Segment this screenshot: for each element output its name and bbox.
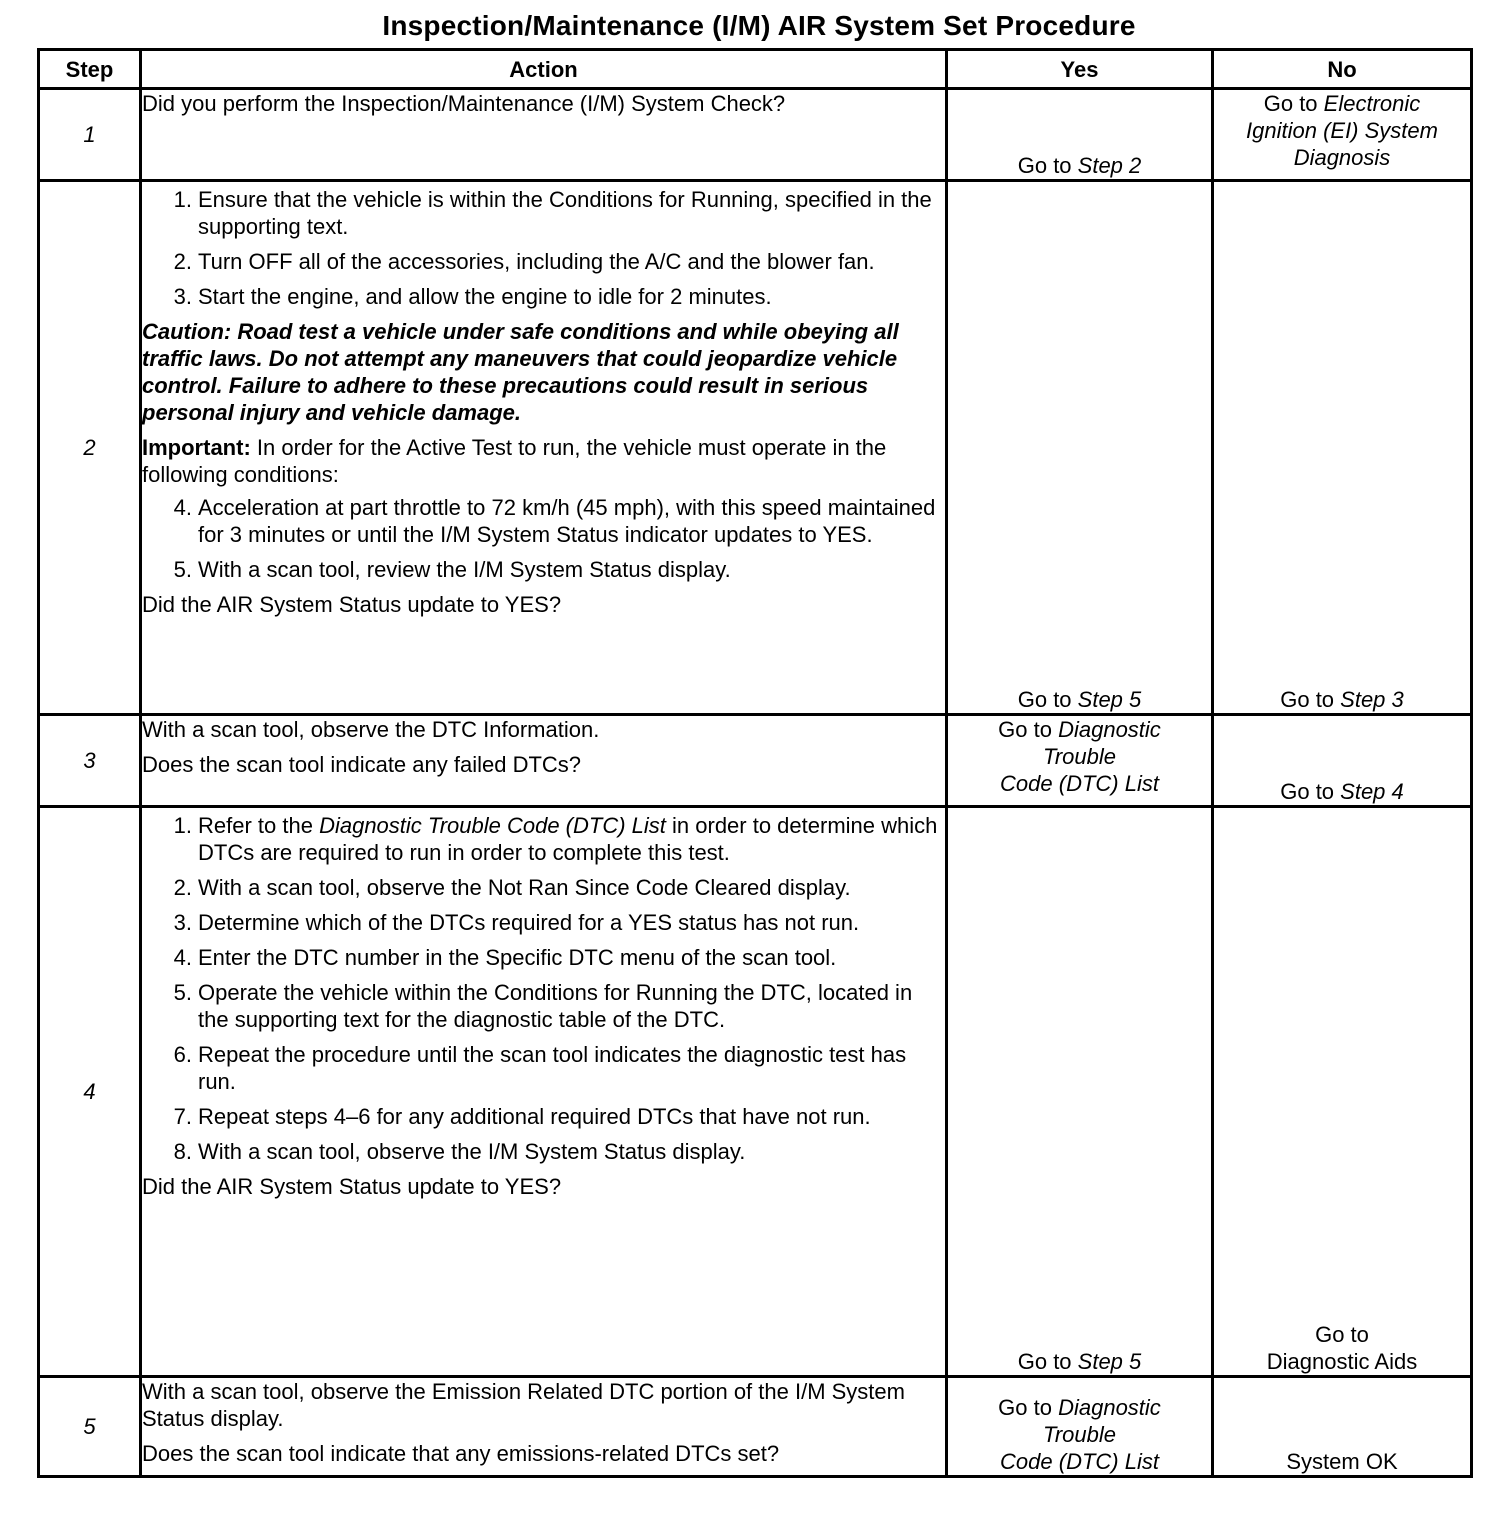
no-cell[interactable] [1213, 807, 1472, 1377]
table-row-step-1 [39, 89, 1472, 181]
goto-step-link[interactable]: Step 4 [1340, 779, 1404, 804]
list-item: 5. With a scan tool, review the I/M System Status display. [173, 557, 731, 582]
action-question: Did the AIR System Status update to YES? [142, 592, 562, 617]
goto-step-link[interactable]: Step 5 [1077, 1349, 1142, 1374]
list-item: 2. Turn OFF all of the accessories, including the A/C and the blower fan. [173, 249, 875, 274]
goto-prefix: Go to [998, 1395, 1059, 1420]
action-question: Does the scan tool indicate that any emissions-related DTCs set? [142, 1441, 780, 1466]
goto-prefix: Go to [1263, 91, 1324, 116]
action-cell [141, 181, 947, 715]
dtc-list-link[interactable]: Diagnostic Trouble Code (DTC) List [319, 813, 666, 838]
important-text: In order for the Active Test to run, the vehicle must operate in the following conditions: [142, 435, 887, 487]
caution-note: Caution: Road test a vehicle under safe conditions and while obeying all traffic laws. Do not attempt any maneuvers that could jeopardize vehicle control. Failure to adhere to these precautions could result in serious personal injury and vehicle damage. [142, 319, 899, 425]
yes-cell[interactable] [947, 1377, 1213, 1477]
diagnostic-aids-link[interactable]: Diagnostic Aids [1266, 1349, 1418, 1374]
list-item: 1. Refer to the Diagnostic Trouble Code (DTC) List in order to determine which DTCs are required to run in order to complete this test. [173, 813, 938, 865]
goto-link-line[interactable]: Code (DTC) List [1000, 771, 1159, 796]
page-title: Inspection/Maintenance (I/M) AIR System Set Procedure [382, 10, 1136, 41]
no-cell[interactable] [1213, 181, 1472, 715]
list-item: 3. Start the engine, and allow the engine to idle for 2 minutes. [173, 284, 772, 309]
action-text: With a scan tool, observe the Emission Related DTC portion of the I/M System Status display. [142, 1379, 905, 1431]
list-item: 4. Acceleration at part throttle to 72 km/h (45 mph), with this speed maintained for 3 minutes or until the I/M System Status indicator updates to YES. [173, 495, 936, 547]
action-cell [141, 89, 947, 181]
action-cell [141, 807, 947, 1377]
system-ok-text: System OK [1286, 1449, 1398, 1474]
goto-prefix: Go to [1280, 687, 1341, 712]
action-list [142, 494, 945, 583]
important-label: Important: [142, 435, 251, 460]
important-note [142, 434, 945, 488]
table-row-step-2 [39, 181, 1472, 715]
step-number: 3 [39, 715, 141, 807]
goto-prefix: Go to [998, 717, 1059, 742]
goto-link-line[interactable]: Trouble [1043, 1422, 1116, 1447]
yes-cell[interactable] [947, 807, 1213, 1377]
goto-prefix: Go to [1017, 153, 1078, 178]
action-list [142, 186, 945, 310]
action-question: Does the scan tool indicate any failed DTCs? [142, 752, 582, 777]
goto-step-link[interactable]: Step 5 [1077, 687, 1142, 712]
yes-cell[interactable] [947, 715, 1213, 807]
list-item: 6. Repeat the procedure until the scan tool indicates the diagnostic test has run. [173, 1042, 907, 1094]
list-item: 3. Determine which of the DTCs required for a YES status has not run. [173, 910, 860, 935]
goto-link-line[interactable]: Diagnostic [1058, 717, 1161, 742]
goto-prefix: Go to [1017, 687, 1078, 712]
goto-prefix: Go to [1315, 1322, 1369, 1347]
list-item: 4. Enter the DTC number in the Specific DTC menu of the scan tool. [173, 945, 837, 970]
action-list [142, 812, 945, 1165]
header-no: No [1213, 50, 1472, 89]
header-step: Step [39, 50, 141, 89]
goto-prefix: Go to [1017, 1349, 1078, 1374]
goto-prefix: Go to [1280, 779, 1341, 804]
action-cell [141, 1377, 947, 1477]
table-row-step-5 [39, 1377, 1472, 1477]
goto-link-line[interactable]: Trouble [1043, 744, 1116, 769]
yes-cell[interactable] [947, 181, 1213, 715]
list-item: 7. Repeat steps 4–6 for any additional required DTCs that have not run. [173, 1104, 871, 1129]
no-cell[interactable] [1213, 89, 1472, 181]
goto-step-link[interactable]: Step 2 [1077, 153, 1142, 178]
goto-link-line[interactable]: Diagnosis [1293, 145, 1391, 170]
list-item: 8. With a scan tool, observe the I/M System Status display. [173, 1139, 746, 1164]
list-item: 1. Ensure that the vehicle is within the Conditions for Running, specified in the supporting text. [173, 187, 932, 239]
goto-link-line[interactable]: Ignition (EI) System [1246, 118, 1438, 143]
goto-link-line[interactable]: Electronic [1323, 91, 1421, 116]
list-item: 2. With a scan tool, observe the Not Ran Since Code Cleared display. [173, 875, 851, 900]
list-item: 5. Operate the vehicle within the Conditions for Running the DTC, located in the supporting text for the diagnostic table of the DTC. [173, 980, 913, 1032]
table-row-step-3 [39, 715, 1472, 807]
table-row-step-4 [39, 807, 1472, 1377]
step-number: 4 [39, 807, 141, 1377]
action-question: Did you perform the Inspection/Maintenance (I/M) System Check? [142, 91, 786, 116]
action-text: With a scan tool, observe the DTC Information. [142, 717, 600, 742]
goto-step-link[interactable]: Step 3 [1340, 687, 1404, 712]
step-number: 5 [39, 1377, 141, 1477]
step-number: 1 [39, 89, 141, 181]
goto-link-line[interactable]: Code (DTC) List [1000, 1449, 1159, 1474]
step-number: 2 [39, 181, 141, 715]
no-cell[interactable] [1213, 715, 1472, 807]
action-cell [141, 715, 947, 807]
header-action: Action [141, 50, 947, 89]
goto-link-line[interactable]: Diagnostic [1058, 1395, 1161, 1420]
no-cell [1213, 1377, 1472, 1477]
yes-cell[interactable] [947, 89, 1213, 181]
procedure-table [37, 48, 1473, 1478]
table-header-row [39, 50, 1472, 89]
action-question: Did the AIR System Status update to YES? [142, 1174, 562, 1199]
header-yes: Yes [947, 50, 1213, 89]
